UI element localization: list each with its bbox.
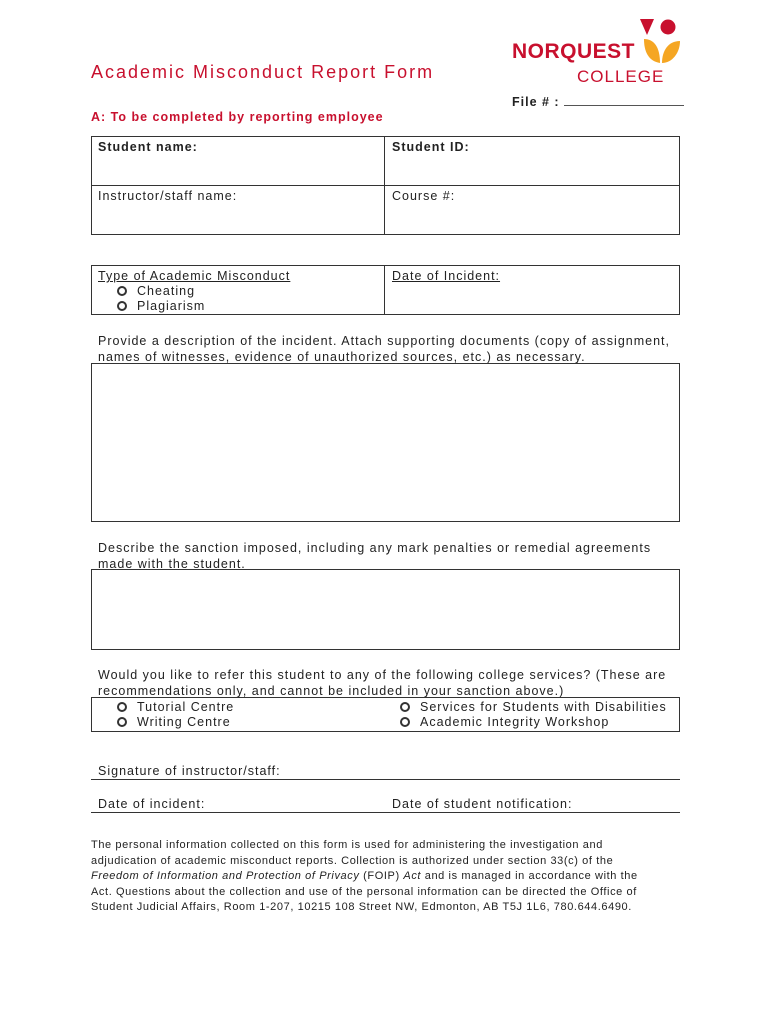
radio-icon[interactable] xyxy=(400,717,410,727)
date-of-incident-label: Date of incident: xyxy=(98,797,206,811)
sanction-textarea[interactable] xyxy=(91,569,680,650)
page-title: Academic Misconduct Report Form xyxy=(91,62,435,82)
referral-prompt: Would you like to refer this student to any of the following college services? (These are recommendations only, and cannot be included in your sanction above.) xyxy=(98,668,667,698)
radio-icon[interactable] xyxy=(117,301,127,311)
description-prompt: Provide a description of the incident. Attach supporting documents (copy of assignment, names of witnesses, evidence of unauthorized sources, etc.) as necessary. xyxy=(98,334,670,364)
radio-icon[interactable] xyxy=(117,702,127,712)
privacy-notice: The personal information collected on this form is used for administering the investigation and adjudication of academic misconduct reports. Collection is authorized under section 33(c) of the Freedom of Information and Protection of Privacy (FOIP) Act and is managed in accordance with the Act. Questions about the collection and use of the personal information can be directed the Office of Student Judicial Affairs, Room 1-207, 10215 108 Street NW, Edmonton, AB T5J 1L6, 780.644.6490. xyxy=(91,838,681,916)
misconduct-type-label: Type of Academic Misconduct xyxy=(98,269,291,283)
student-name-field[interactable]: Student name: xyxy=(98,140,198,154)
date-of-incident-field[interactable]: Date of Incident: xyxy=(392,269,501,283)
option-writing-centre[interactable]: Writing Centre xyxy=(117,715,231,729)
file-number-label: File # : xyxy=(512,95,560,109)
student-id-field[interactable]: Student ID: xyxy=(392,140,470,154)
option-academic-integrity-workshop[interactable]: Academic Integrity Workshop xyxy=(400,715,609,729)
table-divider xyxy=(91,185,680,186)
file-number xyxy=(512,95,684,109)
logo-mark-icon xyxy=(638,17,684,65)
radio-icon[interactable] xyxy=(117,286,127,296)
date-of-notification-label: Date of student notification: xyxy=(392,797,573,811)
option-plagiarism[interactable]: Plagiarism xyxy=(117,299,205,313)
course-number-field[interactable]: Course #: xyxy=(392,189,456,203)
logo-subtitle: COLLEGE xyxy=(577,67,665,86)
option-cheating[interactable]: Cheating xyxy=(117,284,195,298)
signature-line[interactable] xyxy=(91,779,680,780)
option-disability-services[interactable]: Services for Students with Disabilities xyxy=(400,700,667,714)
date-line[interactable] xyxy=(91,812,680,813)
logo-wordmark: NORQUEST xyxy=(512,40,636,63)
description-textarea[interactable] xyxy=(91,363,680,522)
section-a-heading: A: To be completed by reporting employee xyxy=(91,110,384,124)
sanction-prompt: Describe the sanction imposed, including any mark penalties or remedial agreements made with the student. xyxy=(98,541,652,571)
file-number-field[interactable] xyxy=(564,95,684,106)
radio-icon[interactable] xyxy=(400,702,410,712)
privacy-notice-line3: Freedom of Information and Protection of Privacy (FOIP) Act and is managed in accordance with the xyxy=(91,870,638,882)
instructor-name-field[interactable]: Instructor/staff name: xyxy=(98,189,238,203)
radio-icon[interactable] xyxy=(117,717,127,727)
table-divider xyxy=(384,265,385,315)
signature-label: Signature of instructor/staff: xyxy=(98,764,281,778)
option-tutorial-centre[interactable]: Tutorial Centre xyxy=(117,700,234,714)
